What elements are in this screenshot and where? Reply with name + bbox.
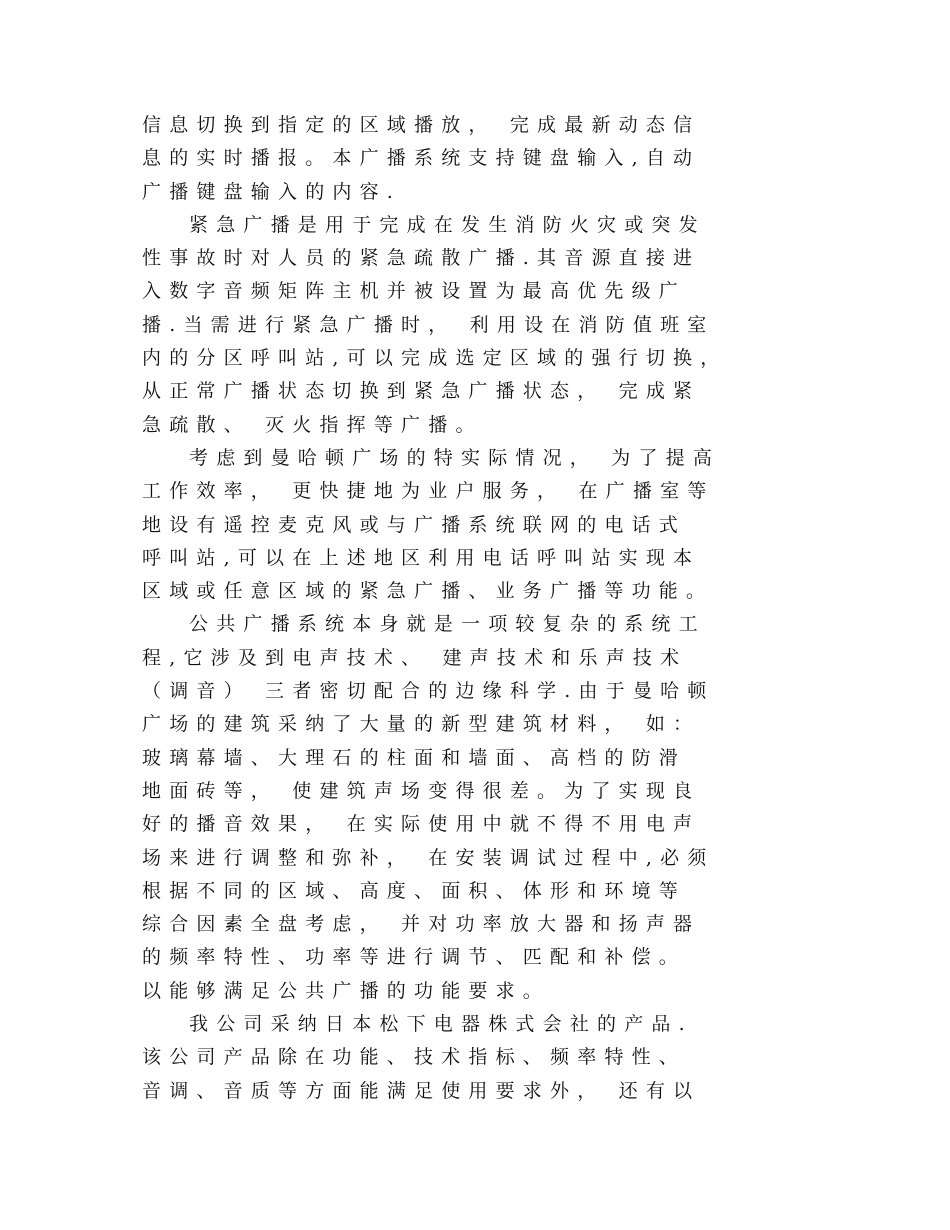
text-line: 信息切换到指定的区域播放， 完成最新动态信 [142, 114, 701, 136]
text-line: 地设有遥控麦克风或与广播系统联网的电话式 [142, 513, 687, 536]
paragraph-start-line: 我公司采纳日本松下电器株式会社的产品. [189, 1013, 693, 1036]
text-line: 播.当需进行紧急广播时， 利用设在消防值班室 [142, 313, 715, 336]
text-line: 从正常广播状态切换到紧急广播状态， 完成紧 [142, 380, 701, 403]
text-line: 广场的建筑采纳了大量的新型建筑材料， 如： [142, 713, 701, 736]
text-line: 入数字音频矩阵主机并被设置为最高优先级广 [142, 280, 687, 303]
paragraph-start-line: 紧急广播是用于完成在发生消防火灾或突发 [189, 213, 706, 236]
text-line: 玻璃幕墙、大理石的柱面和墙面、高档的防滑 [142, 746, 687, 769]
text-line: 程,它涉及到电声技术、 建声技术和乐声技术 [142, 646, 688, 669]
text-line: （调音） 三者密切配合的边缘科学.由于曼哈顿 [142, 680, 715, 703]
text-line: 区域或任意区域的紧急广播、业务广播等功能。 [142, 580, 714, 603]
text-line: 急疏散、 灭火指挥等广播。 [142, 413, 483, 436]
text-line: 工作效率， 更快捷地为业户服务， 在广播室等 [142, 480, 715, 503]
text-line: 息的实时播报。本广播系统支持键盘输入,自动 [142, 147, 701, 170]
paragraph-start-line: 考虑到曼哈顿广场的特实际情况， 为了提高 [189, 446, 721, 469]
text-line: 呼叫站,可以在上述地区利用电话呼叫站实现本 [142, 546, 701, 569]
body-text [142, 109, 842, 1108]
text-line: 内的分区呼叫站,可以完成选定区域的强行切换， [142, 347, 728, 370]
text-line: 根据不同的区域、高度、面积、体形和环境等 [142, 879, 687, 902]
text-line: 好的播音效果， 在实际使用中就不得不用电声 [142, 813, 701, 836]
text-line: 综合因素全盘考虑， 并对功率放大器和扬声器 [142, 913, 701, 936]
text-line: 地面砖等， 使建筑声场变得很差。为了实现良 [142, 779, 701, 802]
text-line: 场来进行调整和弥补， 在安装调试过程中,必须 [142, 846, 715, 869]
text-line: 以能够满足公共广播的功能要求。 [142, 979, 551, 1002]
text-line: 的频率特性、功率等进行调节、匹配和补偿。 [142, 946, 687, 969]
paragraph-start-line: 公共广播系统本身就是一项较复杂的系统工 [189, 613, 706, 636]
text-line: 音调、音质等方面能满足使用要求外， 还有以 [142, 1079, 701, 1102]
text-line: 性事故时对人员的紧急疏散广播.其音源直接进 [142, 247, 701, 270]
text-line: 广播键盘输入的内容. [142, 180, 402, 203]
text-line: 该公司产品除在功能、技术指标、频率特性、 [142, 1046, 687, 1069]
